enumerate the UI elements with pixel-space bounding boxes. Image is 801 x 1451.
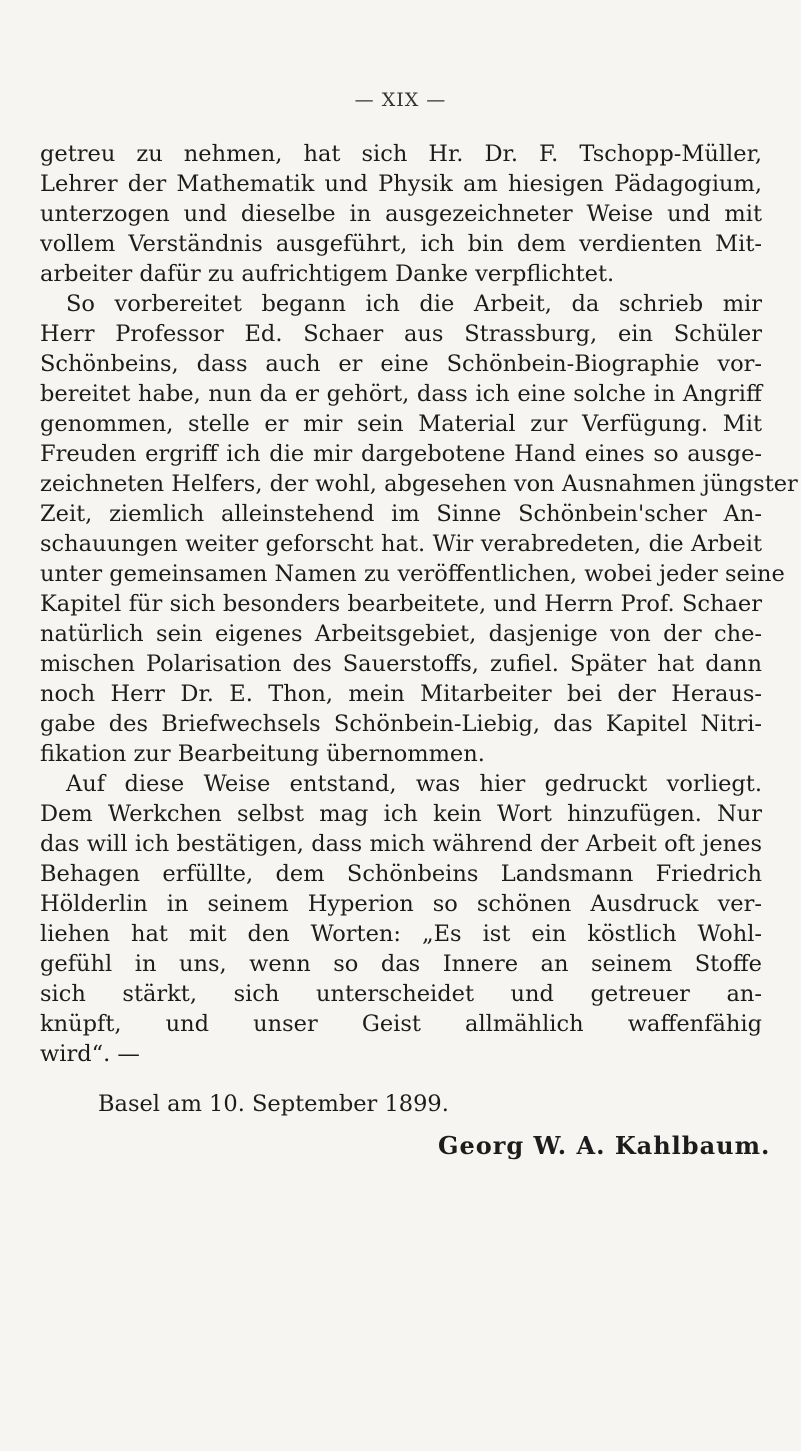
text-line: natürlich sein eigenes Arbeitsgebiet, dasjenige von der che- (40, 621, 762, 647)
text-line: bereitet habe, nun da er gehört, dass ich eine solche in Angriff (40, 381, 762, 407)
text-line: Dem Werkchen selbst mag ich kein Wort hinzufügen. Nur (40, 801, 762, 827)
text-line: das will ich bestätigen, dass mich während der Arbeit oft jenes (40, 831, 762, 857)
text-line: noch Herr Dr. E. Thon, mein Mitarbeiter bei der Heraus- (40, 681, 762, 707)
text-line: Auf diese Weise entstand, was hier gedruckt vorliegt. (66, 771, 762, 797)
text-line: liehen hat mit den Worten: „Es ist ein köstlich Wohl- (40, 921, 762, 947)
page-number-header: — XIX — (354, 89, 447, 111)
text-line: zeichneten Helfers, der wohl, abgesehen von Ausnahmen jüngster (40, 471, 798, 497)
text-line: getreu zu nehmen, hat sich Hr. Dr. F. Tschopp-Müller, (40, 141, 762, 167)
text-line: gabe des Briefwechsels Schönbein-Liebig, das Kapitel Nitri- (40, 711, 762, 737)
text-line: wird“. — (40, 1041, 140, 1067)
text-line: Schönbeins, dass auch er eine Schönbein-Biographie vor- (40, 351, 762, 377)
text-line: Behagen erfüllte, dem Schönbeins Landsmann Friedrich (40, 861, 762, 887)
text-line: So vorbereitet begann ich die Arbeit, da schrieb mir (66, 291, 762, 317)
text-line: genommen, stelle er mir sein Material zur Verfügung. Mit (40, 411, 762, 437)
text-line: sich stärkt, sich unterscheidet und getreuer an- (40, 981, 762, 1007)
text-line: Lehrer der Mathematik und Physik am hiesigen Pädagogium, (40, 171, 762, 197)
author-signature: Georg W. A. Kahlbaum. (438, 1131, 771, 1160)
text-line: unterzogen und dieselbe in ausgezeichneter Weise und mit (40, 201, 762, 227)
text-line: gefühl in uns, wenn so das Innere an seinem Stoffe (40, 951, 762, 977)
text-line: Zeit, ziemlich alleinstehend im Sinne Schönbein'scher An- (40, 501, 762, 527)
text-line: arbeiter dafür zu aufrichtigem Danke verpflichtet. (40, 261, 615, 287)
place-date-line: Basel am 10. September 1899. (98, 1091, 449, 1117)
text-line: knüpft, und unser Geist allmählich waffenfähig (40, 1011, 762, 1037)
text-line: schauungen weiter geforscht hat. Wir verabredeten, die Arbeit (40, 531, 762, 557)
text-line: Kapitel für sich besonders bearbeitete, und Herrn Prof. Schaer (40, 591, 762, 617)
text-line: Herr Professor Ed. Schaer aus Strassburg, ein Schüler (40, 321, 762, 347)
text-line: vollem Verständnis ausgeführt, ich bin dem verdienten Mit- (40, 231, 762, 257)
text-line: Hölderlin in seinem Hyperion so schönen Ausdruck ver- (40, 891, 762, 917)
text-line: fikation zur Bearbeitung übernommen. (40, 741, 485, 767)
text-line: Freuden ergriff ich die mir dargebotene Hand eines so ausge- (40, 441, 762, 467)
text-line: mischen Polarisation des Sauerstoffs, zufiel. Später hat dann (40, 651, 762, 677)
text-line: unter gemeinsamen Namen zu veröffentlichen, wobei jeder seine (40, 561, 785, 587)
